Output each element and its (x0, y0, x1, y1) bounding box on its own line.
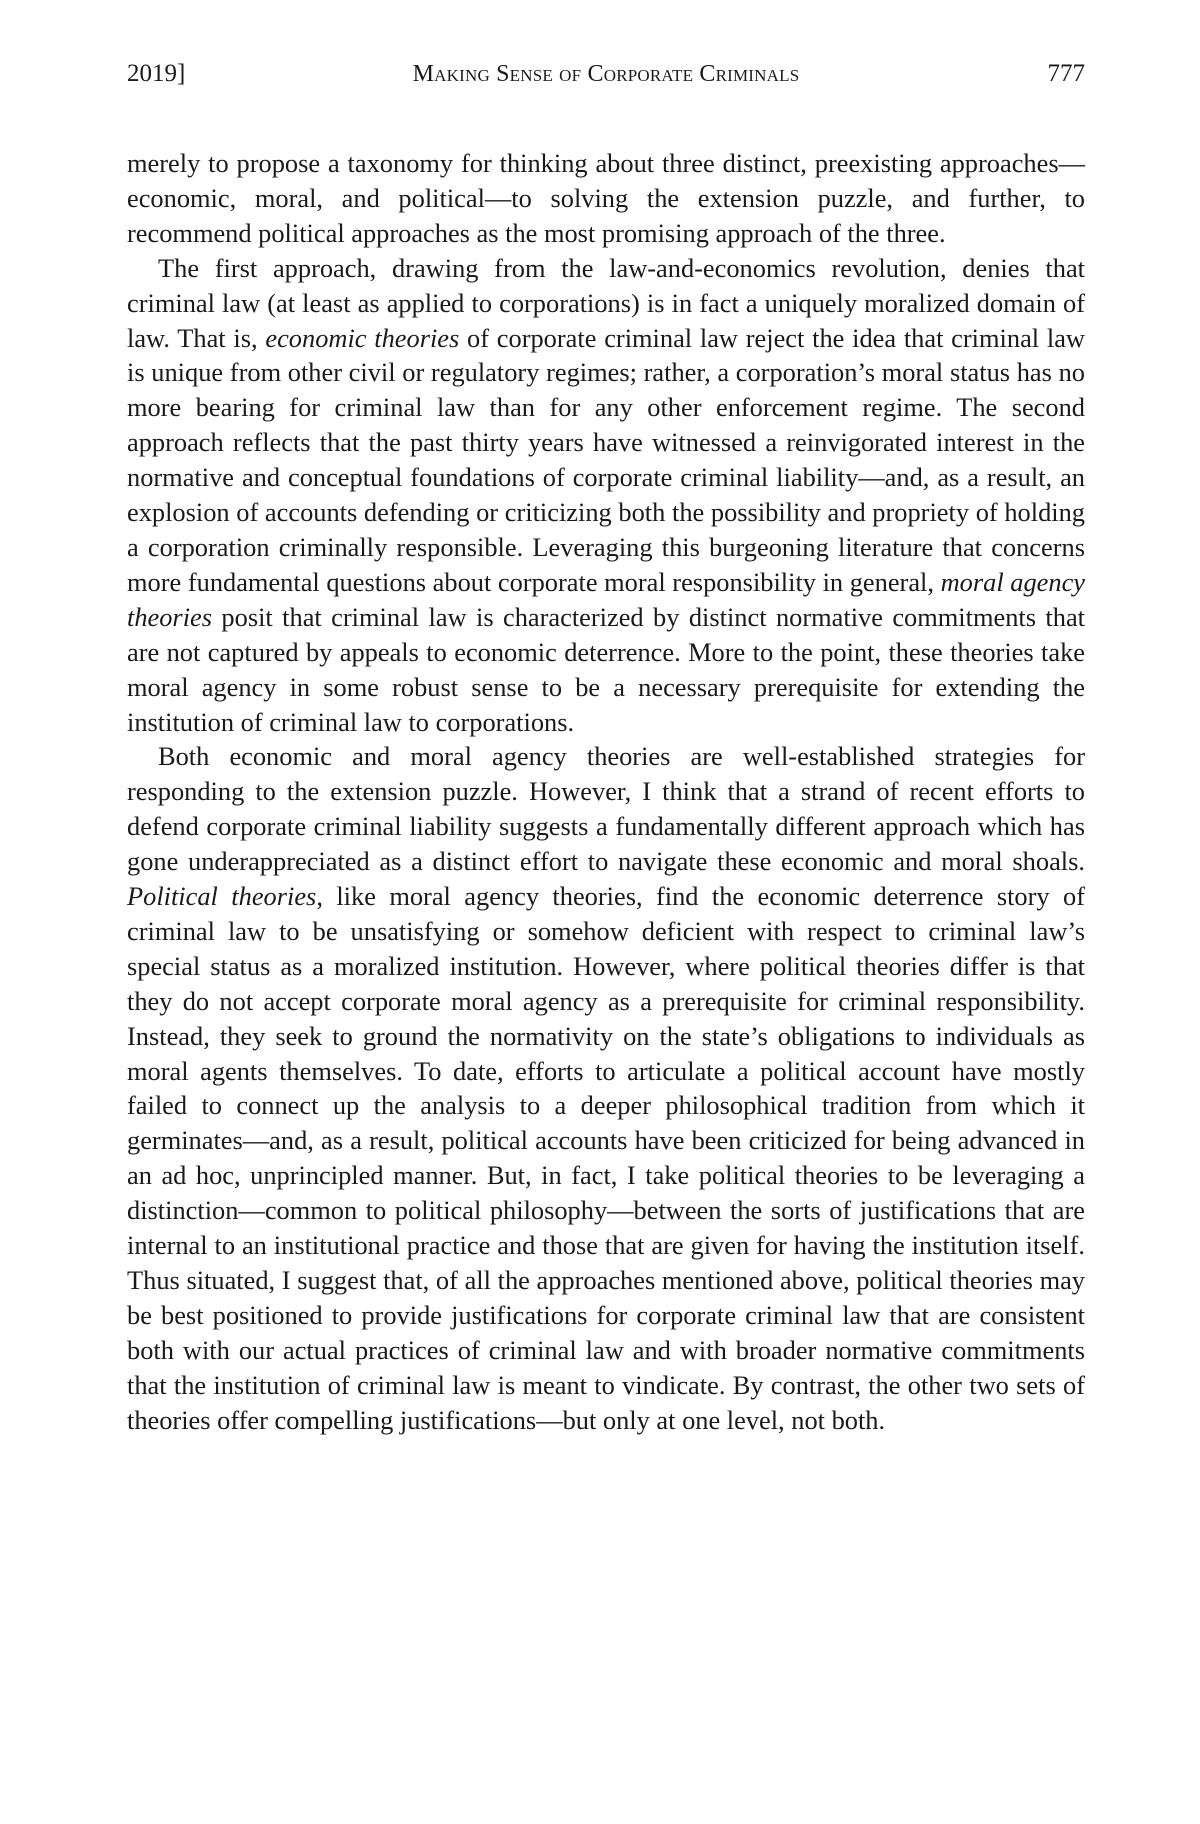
running-head-title: Making Sense of Corporate Criminals (412, 61, 800, 87)
paragraph-1: merely to propose a taxonomy for thinking about three distinct, preexisting approaches—economic, moral, and political—to solving the extension puzzle, and further, to recommend political approaches as the most promising approach of the three. (127, 148, 1085, 248)
running-head (127, 58, 1085, 90)
page-number: 777 (1047, 60, 1085, 87)
term-economic-theories: economic theories (265, 322, 460, 353)
paragraph-3: Both economic and moral agency theories are well-established strategies for responding to the extension puzzle. However, I think that a strand of recent efforts to defend corporate criminal liability suggests a fundamentally different approach which has gone underappreciated as a distinct effort to navigate these economic and moral shoals. Political theories, like moral agency theories, find the economic deterrence story of criminal law to be unsatisfying or somehow deficient with respect to criminal law’s special status as a moralized institution. However, where political theories differ is that they do not accept corporate moral agency as a prerequisite for criminal responsibility. Instead, they seek to ground the normativity on the state’s obligations to individuals as moral agents themselves. To date, efforts to articulate a political account have mostly failed to connect up the analysis to a deeper philosophical tradition from which it germinates—and, as a result, political accounts have been criticized for being advanced in an ad hoc, unprincipled manner. But, in fact, I take political theories to be leveraging a distinction—common to political philosophy—between the sorts of justifications that are internal to an institutional practice and those that are given for having the institution itself. Thus situated, I suggest that, of all the approaches mentioned above, political theories may be best positioned to provide justifications for corporate criminal law that are consistent both with our actual practices of criminal law and with broader normative commitments that the institution of criminal law is meant to vindicate. By contrast, the other two sets of theories offer compelling justifications—but only at one level, not both. (127, 741, 1085, 1435)
document-page (127, 0, 1085, 1824)
running-head-year: 2019] (127, 60, 186, 87)
body-text (127, 146, 1085, 1438)
term-political-theories: Political theories (127, 881, 317, 912)
term-moral-agency-theories: moral agency theories (127, 566, 1085, 632)
paragraph-2: The first approach, drawing from the law-and-economics revolution, denies that criminal law (at least as applied to corporations) is in fact a uniquely moralized domain of law. That is, economic theories of corporate criminal law reject the idea that criminal law is unique from other civil or regulatory regimes; rather, a corporation’s moral status has no more bearing for criminal law than for any other enforcement regime. The second approach reflects that the past thirty years have witnessed a reinvigorated interest in the normative and conceptual foundations of corporate criminal liability—and, as a result, an explosion of accounts defending or criticizing both the possibility and propriety of holding a corporation criminally responsible. Leveraging this burgeoning literature that concerns more fundamental questions about corporate moral responsibility in general, moral agency theories posit that criminal law is characterized by distinct normative commitments that are not captured by appeals to economic deterrence. More to the point, these theories take moral agency in some robust sense to be a necessary prerequisite for extending the institution of criminal law to corporations. (127, 252, 1085, 737)
